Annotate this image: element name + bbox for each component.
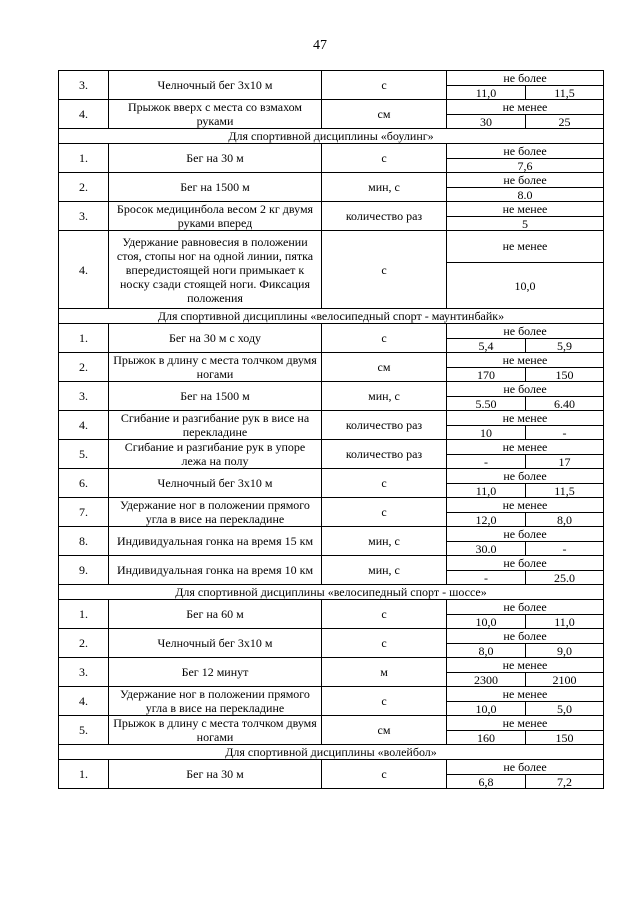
value: 9,0 [526, 644, 604, 658]
section-heading: Для спортивной дисциплины «боулинг» [59, 129, 604, 144]
exercise-name: Бег на 30 м с ходу [109, 324, 322, 353]
value: 7,6 [447, 159, 604, 173]
table-row [59, 100, 604, 115]
section-heading: Для спортивной дисциплины «велосипедный спорт - маунтинбайк» [59, 309, 604, 324]
exercise-name: Бег 12 минут [109, 658, 322, 687]
condition: не более [447, 760, 604, 775]
unit: количество раз [322, 411, 447, 440]
exercise-name: Прыжок в длину с места толчком двумя ногами [109, 353, 322, 382]
value: 150 [526, 731, 604, 745]
condition: не более [447, 173, 604, 188]
value: 5,0 [526, 702, 604, 716]
table-row [59, 600, 604, 615]
table-row [59, 324, 604, 339]
value: 11,5 [526, 86, 604, 100]
exercise-name: Челночный бег 3х10 м [109, 71, 322, 100]
table-row [59, 353, 604, 368]
unit: мин, с [322, 527, 447, 556]
row-number: 1. [59, 144, 109, 173]
table-row [59, 202, 604, 217]
exercise-name: Индивидуальная гонка на время 10 км [109, 556, 322, 585]
unit: см [322, 716, 447, 745]
value: 7,2 [526, 775, 604, 789]
exercise-name: Прыжок вверх с места со взмахом руками [109, 100, 322, 129]
row-number: 4. [59, 687, 109, 716]
row-number: 1. [59, 324, 109, 353]
exercise-name: Бег на 1500 м [109, 173, 322, 202]
value: 10,0 [447, 263, 604, 309]
unit: с [322, 600, 447, 629]
condition: не менее [447, 658, 604, 673]
row-number: 8. [59, 527, 109, 556]
condition: не более [447, 382, 604, 397]
row-number: 5. [59, 440, 109, 469]
unit: количество раз [322, 440, 447, 469]
row-number: 2. [59, 173, 109, 202]
row-number: 2. [59, 353, 109, 382]
unit: м [322, 658, 447, 687]
table-row [59, 71, 604, 86]
value: 30 [447, 115, 526, 129]
row-number: 4. [59, 411, 109, 440]
value: 11,0 [526, 615, 604, 629]
unit: мин, с [322, 556, 447, 585]
condition: не более [447, 71, 604, 86]
table-row [59, 629, 604, 644]
value: 17 [526, 455, 604, 469]
standards-table [58, 70, 604, 789]
table-row [59, 527, 604, 542]
value: 11,0 [447, 484, 526, 498]
table-row [59, 716, 604, 731]
value: 5,4 [447, 339, 526, 353]
condition: не менее [447, 411, 604, 426]
value: 170 [447, 368, 526, 382]
table-row [59, 760, 604, 775]
condition: не менее [447, 440, 604, 455]
exercise-name: Бег на 30 м [109, 760, 322, 789]
value: 6.40 [526, 397, 604, 411]
condition: не более [447, 527, 604, 542]
value: 8,0 [447, 644, 526, 658]
table-row [59, 556, 604, 571]
value: 5,9 [526, 339, 604, 353]
condition: не более [447, 324, 604, 339]
table-row [59, 658, 604, 673]
unit: мин, с [322, 173, 447, 202]
unit: с [322, 324, 447, 353]
value: 160 [447, 731, 526, 745]
condition: не более [447, 556, 604, 571]
exercise-name: Прыжок в длину с места толчком двумя ногами [109, 716, 322, 745]
exercise-name: Сгибание и разгибание рук в упоре лежа на полу [109, 440, 322, 469]
exercise-name: Бег на 1500 м [109, 382, 322, 411]
value: 10 [447, 426, 526, 440]
unit: с [322, 469, 447, 498]
section-heading: Для спортивной дисциплины «велосипедный спорт - шоссе» [59, 585, 604, 600]
row-number: 1. [59, 600, 109, 629]
row-number: 6. [59, 469, 109, 498]
condition: не более [447, 629, 604, 644]
unit: с [322, 144, 447, 173]
exercise-name: Удержание ног в положении прямого угла в висе на перекладине [109, 687, 322, 716]
value: 5 [447, 217, 604, 231]
value: - [526, 426, 604, 440]
exercise-name: Бросок медицинбола весом 2 кг двумя руками вперед [109, 202, 322, 231]
row-number: 4. [59, 231, 109, 309]
exercise-name: Удержание равновесия в положении стоя, стопы ног на одной линии, пятка впередистоящей ноги примыкает к носку сзади стоящей ноги. Фиксация положения [109, 231, 322, 309]
row-number: 4. [59, 100, 109, 129]
exercise-name: Челночный бег 3х10 м [109, 469, 322, 498]
condition: не менее [447, 202, 604, 217]
section-heading-row [59, 129, 604, 144]
unit: с [322, 629, 447, 658]
condition: не более [447, 600, 604, 615]
exercise-name: Индивидуальная гонка на время 15 км [109, 527, 322, 556]
table-row [59, 687, 604, 702]
section-heading: Для спортивной дисциплины «волейбол» [59, 745, 604, 760]
exercise-name: Бег на 30 м [109, 144, 322, 173]
table-row [59, 469, 604, 484]
value: - [526, 542, 604, 556]
condition: не менее [447, 231, 604, 263]
value: 30.0 [447, 542, 526, 556]
value: 8.0 [447, 188, 604, 202]
table-row [59, 411, 604, 426]
unit: с [322, 687, 447, 716]
table-row [59, 144, 604, 159]
unit: см [322, 100, 447, 129]
row-number: 3. [59, 202, 109, 231]
condition: не более [447, 144, 604, 159]
row-number: 2. [59, 629, 109, 658]
unit: с [322, 498, 447, 527]
table-row [59, 382, 604, 397]
row-number: 1. [59, 760, 109, 789]
value: 12,0 [447, 513, 526, 527]
value: 5.50 [447, 397, 526, 411]
value: 8,0 [526, 513, 604, 527]
unit: с [322, 71, 447, 100]
row-number: 3. [59, 71, 109, 100]
row-number: 9. [59, 556, 109, 585]
value: - [447, 571, 526, 585]
condition: не менее [447, 353, 604, 368]
page-number: 47 [313, 38, 327, 53]
table-row [59, 173, 604, 188]
row-number: 3. [59, 382, 109, 411]
section-heading-row [59, 309, 604, 324]
value: 11,0 [447, 86, 526, 100]
unit: см [322, 353, 447, 382]
unit: количество раз [322, 202, 447, 231]
row-number: 5. [59, 716, 109, 745]
value: 150 [526, 368, 604, 382]
value: 10,0 [447, 702, 526, 716]
exercise-name: Бег на 60 м [109, 600, 322, 629]
table-row [59, 498, 604, 513]
value: 10,0 [447, 615, 526, 629]
unit: с [322, 760, 447, 789]
row-number: 7. [59, 498, 109, 527]
table-row [59, 440, 604, 455]
section-heading-row [59, 585, 604, 600]
exercise-name: Челночный бег 3х10 м [109, 629, 322, 658]
unit: с [322, 231, 447, 309]
section-heading-row [59, 745, 604, 760]
condition: не менее [447, 716, 604, 731]
condition: не менее [447, 100, 604, 115]
unit: мин, с [322, 382, 447, 411]
condition: не более [447, 469, 604, 484]
value: 25.0 [526, 571, 604, 585]
condition: не менее [447, 498, 604, 513]
row-number: 3. [59, 658, 109, 687]
value: 2300 [447, 673, 526, 687]
value: 6,8 [447, 775, 526, 789]
value: 25 [526, 115, 604, 129]
exercise-name: Сгибание и разгибание рук в висе на перекладине [109, 411, 322, 440]
value: 11,5 [526, 484, 604, 498]
table-body [59, 71, 604, 789]
table-row [59, 231, 604, 263]
value: 2100 [526, 673, 604, 687]
value: - [447, 455, 526, 469]
condition: не менее [447, 687, 604, 702]
exercise-name: Удержание ног в положении прямого угла в висе на перекладине [109, 498, 322, 527]
